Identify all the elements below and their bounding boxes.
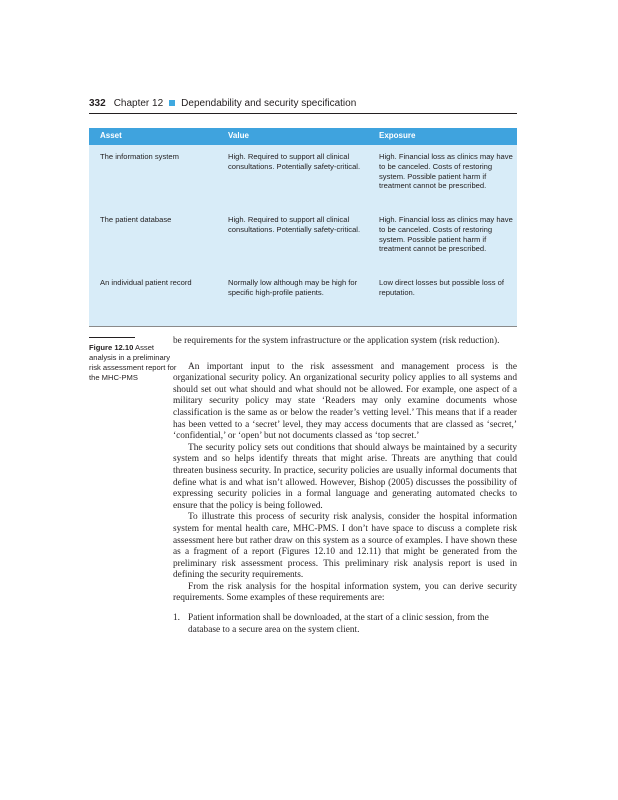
paragraph: be requirements for the system infrastructure or the application system (risk reduction). xyxy=(173,336,500,346)
list-item xyxy=(173,613,517,636)
paragraph: From the risk analysis for the hospital information system, you can derive security requirements. Some examples of these requirements are: xyxy=(173,581,517,604)
list-item-text: Patient information shall be downloaded, at the start of a clinic session, from the database to a secure area on the system client. xyxy=(188,613,489,635)
exposure-cell: High. Financial loss as clinics may have to be canceled. Costs of restoring system. Possible patient harm if treatment cannot be prescribed. xyxy=(379,215,513,254)
value-cell: High. Required to support all clinical consultations. Potentially safety-critical. xyxy=(228,152,361,171)
square-bullet-icon xyxy=(169,100,175,106)
value-cell: Normally low although may be high for specific high-profile patients. xyxy=(228,278,358,297)
column-header-asset: Asset xyxy=(100,131,122,140)
exposure-cell: High. Financial loss as clinics may have to be canceled. Costs of restoring system. Possible patient harm if treatment cannot be prescribed. xyxy=(379,152,513,191)
paragraph: An important input to the risk assessment and management process is the organizational security policy. An organizational security policy applies to all systems and should set out what should and what should not be allowed. For example, one aspect of a military security policy may state ‘Readers may only examine documents whose classification is the same as or below the reader’s vetting level.’ This means that if a reader has been vetted to a ‘secret’ level, they may access documents that are classed as ‘secret,’ ‘confidential,’ or ‘open’ but not documents classed as ‘top secret.’ xyxy=(173,361,517,442)
table-header xyxy=(89,128,517,145)
paragraph: To illustrate this process of security risk analysis, consider the hospital information system for mental health care, MHC-PMS. I don’t have space to discuss a complete risk assessment here but rather draw on this system as a source of examples. I have shown these as a fragment of a report (Figures 12.10 and 12.11) that might be generated from the preliminary risk assessment process. This preliminary risk analysis report is used in defining the security requirements. xyxy=(173,512,517,581)
asset-cell: An individual patient record xyxy=(100,278,192,287)
page-number: 332 xyxy=(89,97,106,109)
asset-cell: The information system xyxy=(100,152,179,161)
caption-text: Asset analysis in a preliminary risk assessment report for the MHC-PMS xyxy=(89,343,177,382)
list-number: 1. xyxy=(173,613,181,624)
caption-rule xyxy=(89,337,135,338)
asset-cell: The patient database xyxy=(100,215,172,224)
value-cell: High. Required to support all clinical consultations. Potentially safety-critical. xyxy=(228,215,361,234)
chapter-label: Chapter 12 xyxy=(113,97,164,109)
paragraph: The security policy sets out conditions that should always be maintained by a security system and so helps identify threats that might arise. Threats are anything that could threaten business security. In practice, security policies are usually informal documents that define what is and what isn’t allowed. However, Bishop (2005) discusses the possibility of expressing security policies in a formal language and generating automated checks to ensure that the policy is being followed. xyxy=(173,442,517,511)
body-text xyxy=(173,336,517,636)
running-header xyxy=(89,95,517,111)
column-header-exposure: Exposure xyxy=(379,131,416,140)
exposure-cell: Low direct losses but possible loss of reputation. xyxy=(379,278,504,297)
figure-number: Figure 12.10 xyxy=(89,343,134,352)
header-rule xyxy=(89,113,517,114)
figure-caption xyxy=(89,343,179,383)
table-bottom-rule xyxy=(89,326,517,327)
column-header-value: Value xyxy=(228,131,249,140)
chapter-title: Dependability and security specification xyxy=(181,97,357,109)
asset-table xyxy=(89,128,517,327)
